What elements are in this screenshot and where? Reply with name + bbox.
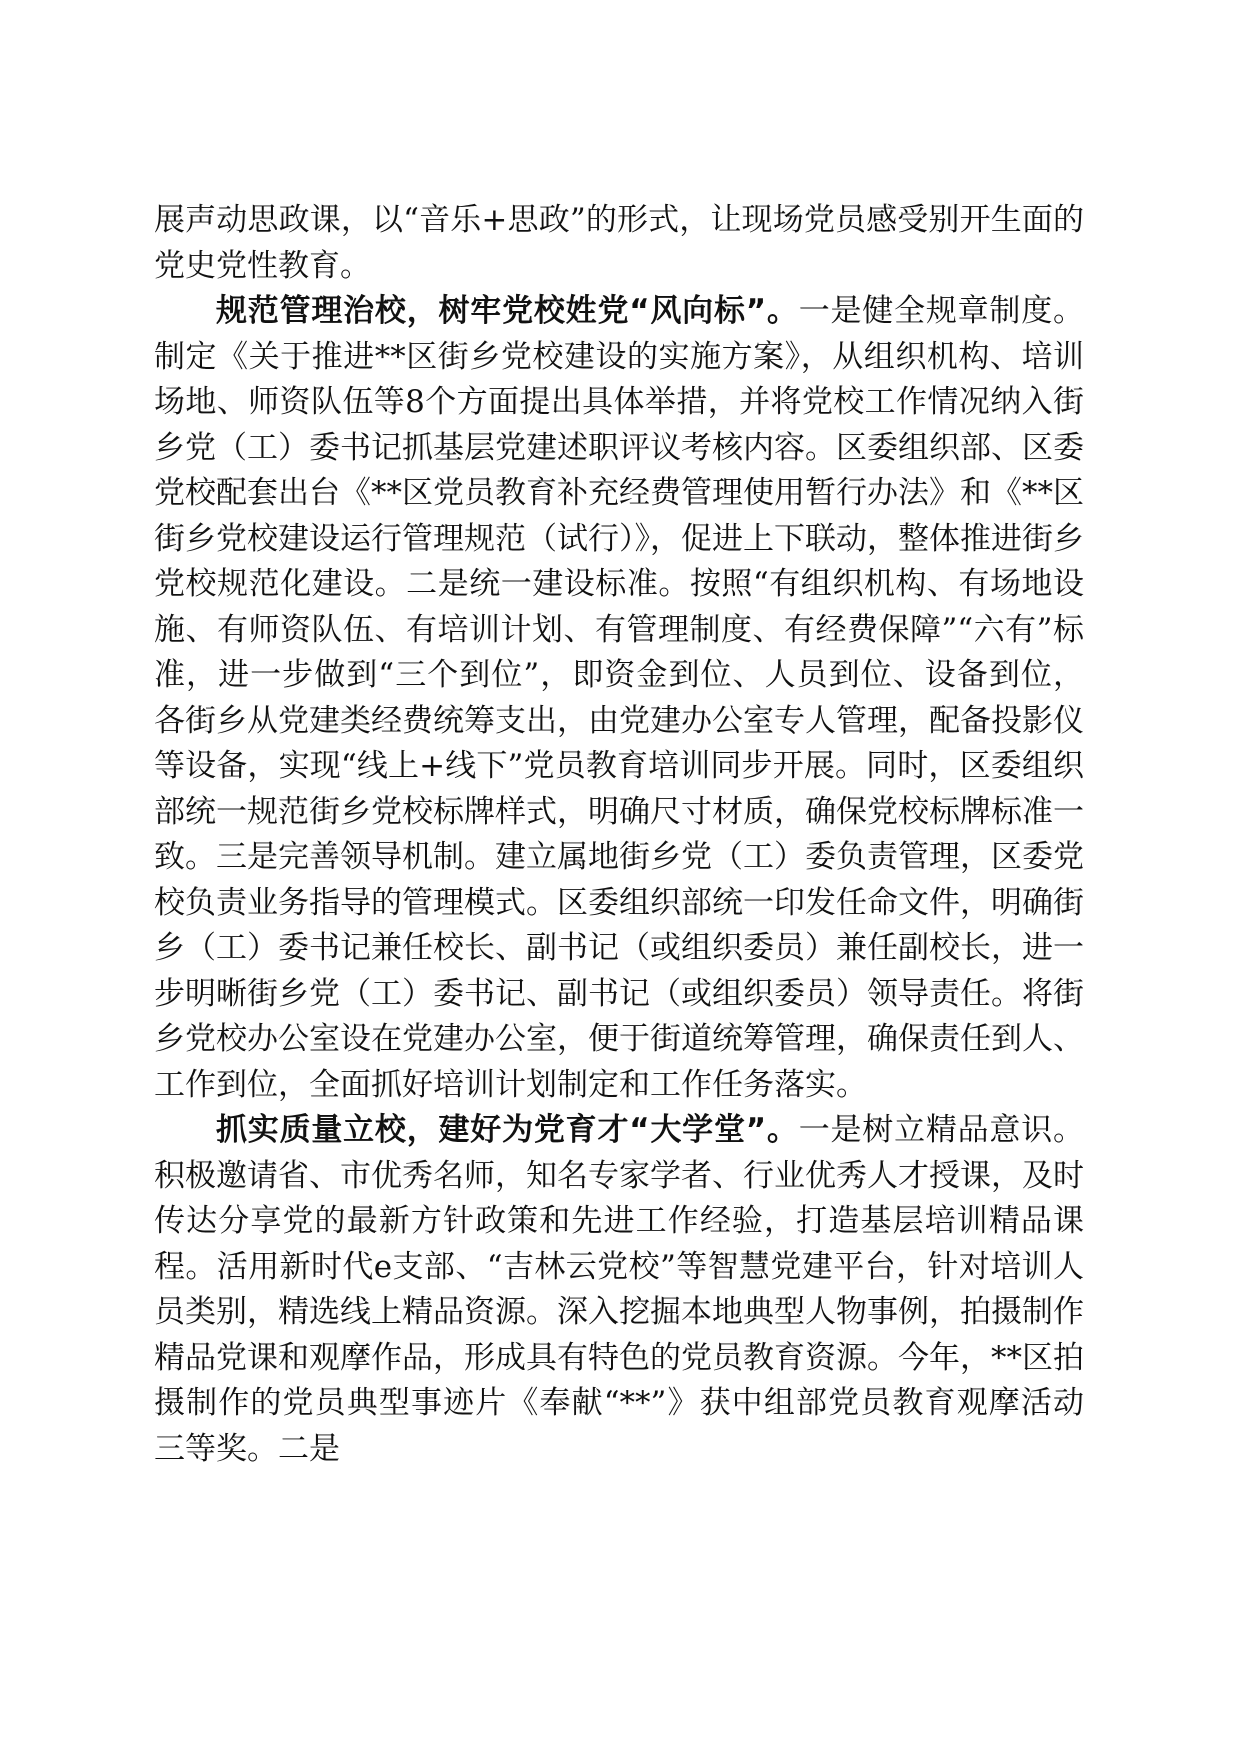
paragraph-quality-education	[154, 1108, 1084, 1472]
paragraph-standardized-management	[154, 289, 1084, 1108]
paragraph-text: 一是树立精品意识。积极邀请省、市优秀名师，知名专家学者、行业优秀人才授课，及时传达分享党的最新方针政策和先进工作经验，打造基层培训精品课程。活用新时代e支部、“吉林云党校”等智慧党建平台，针对培训人员类别，精选线上精品资源。深入挖掘本地典型人物事例，拍摄制作精品党课和观摩作品，形成具有特色的党员教育资源。今年，**区拍摄制作的党员典型事迹片《奉献“**”》获中组部党员教育观摩活动三等奖。二是	[154, 1112, 1084, 1467]
paragraph-text: 一是健全规章制度。制定《关于推进**区街乡党校建设的实施方案》，从组织机构、培训场地、师资队伍等8个方面提出具体举措，并将党校工作情况纳入街乡党（工）委书记抓基层党建述职评议考核内容。区委组织部、区委党校配套出台《**区党员教育补充经费管理使用暂行办法》和《**区街乡党校建设运行管理规范（试行）》，促进上下联动，整体推进街乡党校规范化建设。二是统一建设标准。按照“有组织机构、有场地设施、有师资队伍、有培训计划、有管理制度、有经费保障”“六有”标准，进一步做到“三个到位”，即资金到位、人员到位、设备到位，各街乡从党建类经费统筹支出，由党建办公室专人管理，配备投影仪等设备，实现“线上+线下”党员教育培训同步开展。同时，区委组织部统一规范街乡党校标牌样式，明确尺寸材质，确保党校标牌标准一致。三是完善领导机制。建立属地街乡党（工）委负责管理，区委党校负责业务指导的管理模式。区委组织部统一印发任命文件，明确街乡（工）委书记兼任校长、副书记（或组织委员）兼任副校长，进一步明晰街乡党（工）委书记、副书记（或组织委员）领导责任。将街乡党校办公室设在党建办公室，便于街道统筹管理，确保责任到人、工作到位，全面抓好培训计划制定和工作任务落实。	[154, 293, 1084, 1103]
document-body	[154, 198, 1084, 1472]
paragraph-heading: 规范管理治校，树牢党校姓党“风向标”。	[216, 293, 799, 329]
paragraph-heading: 抓实质量立校，建好为党育才“大学堂”。	[216, 1112, 799, 1148]
paragraph-text: 展声动思政课，以“音乐+思政”的形式，让现场党员感受别开生面的党史党性教育。	[154, 202, 1084, 284]
paragraph-continuation	[154, 198, 1084, 289]
